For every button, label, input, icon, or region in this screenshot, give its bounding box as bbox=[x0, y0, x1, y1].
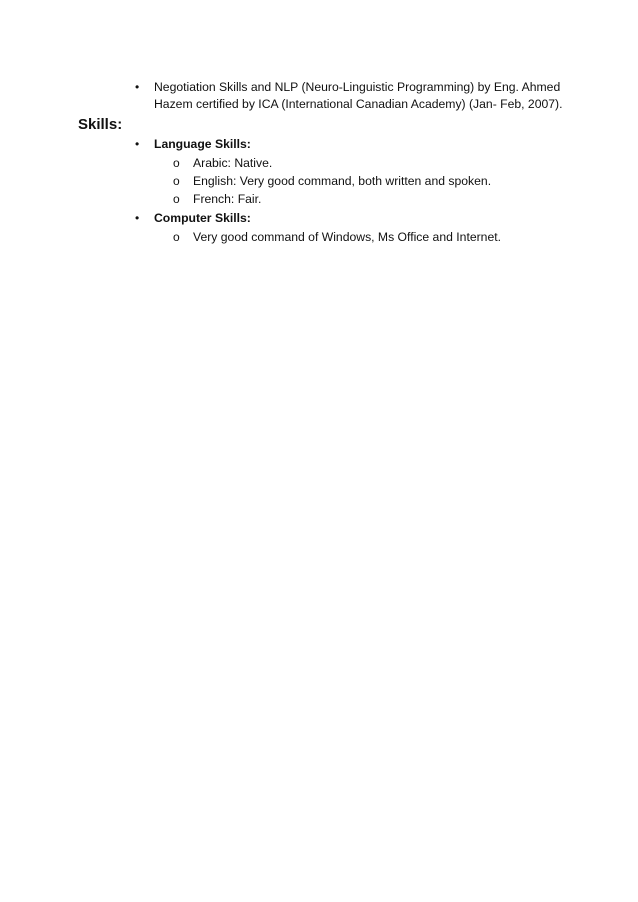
bullet-icon: • bbox=[135, 211, 140, 225]
language-skill-item: French: Fair. bbox=[193, 192, 262, 206]
subbullet-icon: o bbox=[173, 156, 180, 170]
bullet-icon: • bbox=[135, 80, 140, 94]
language-skills-heading: Language Skills: bbox=[154, 137, 251, 151]
skills-title: Skills: bbox=[78, 116, 123, 133]
subbullet-icon: o bbox=[173, 230, 180, 244]
language-skill-item: English: Very good command, both written and spoken. bbox=[193, 174, 492, 188]
language-skill-item: Arabic: Native. bbox=[193, 156, 273, 170]
bullet-icon: • bbox=[135, 137, 140, 151]
training-line-1: Negotiation Skills and NLP (Neuro-Linguistic Programming) by Eng. Ahmed bbox=[154, 80, 561, 94]
computer-skills-heading: Computer Skills: bbox=[154, 211, 251, 225]
subbullet-icon: o bbox=[173, 174, 180, 188]
computer-skill-item: Very good command of Windows, Ms Office and Internet. bbox=[193, 230, 501, 244]
training-line-2: Hazem certified by ICA (International Canadian Academy) (Jan- Feb, 2007). bbox=[154, 97, 563, 111]
subbullet-icon: o bbox=[173, 192, 180, 206]
